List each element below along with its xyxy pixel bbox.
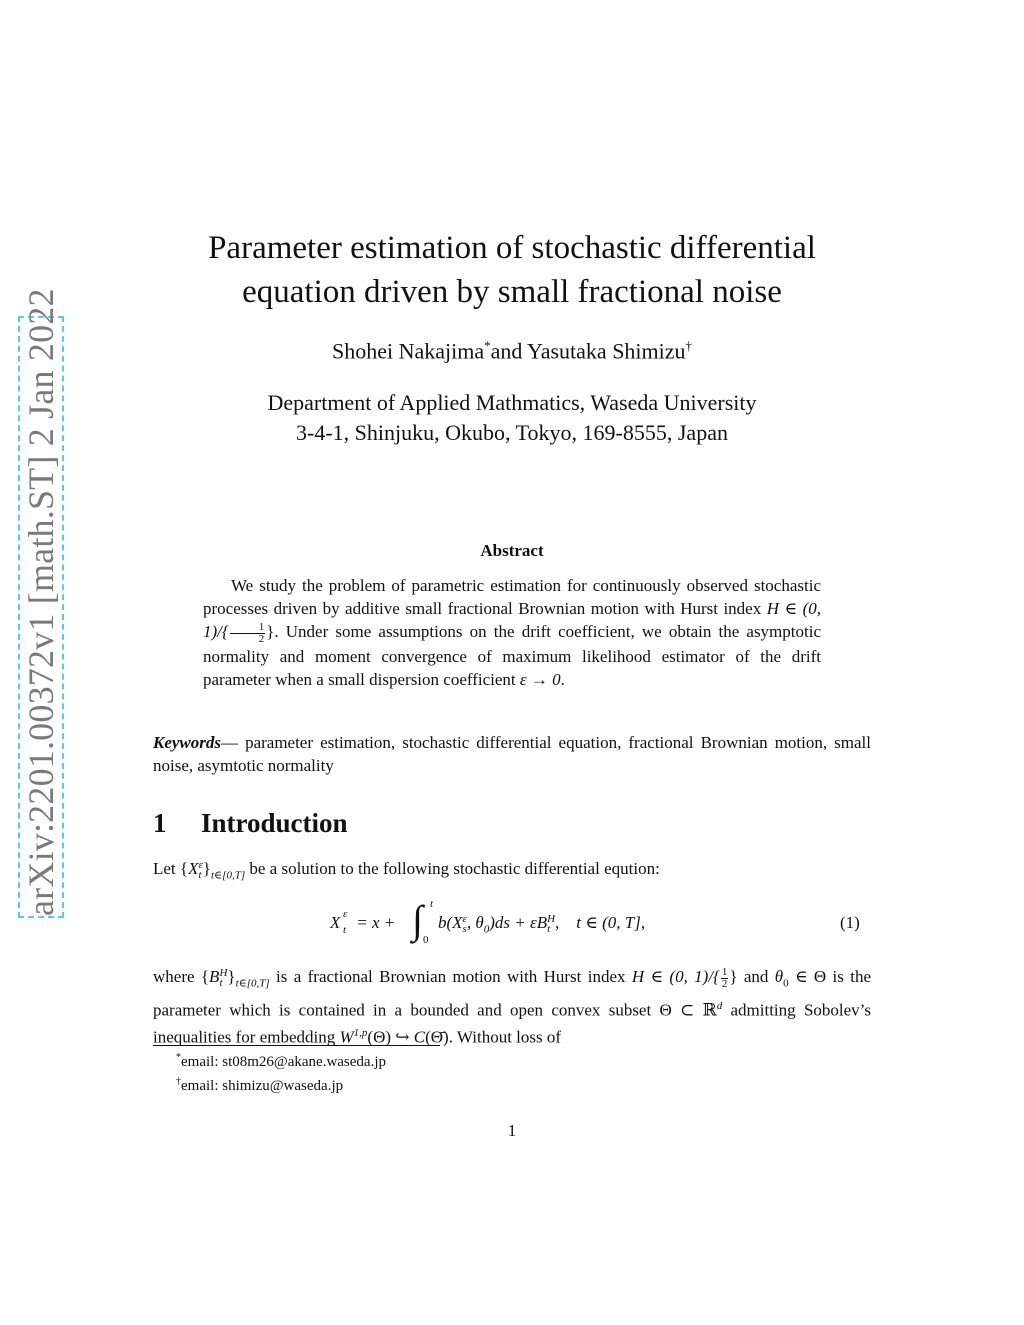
eq-theta-sub: 0	[483, 923, 490, 936]
intro-text: is a fractional Brownian motion with Hurst index	[269, 967, 632, 986]
math-hurst: H ∈ (0, 1)/{	[631, 967, 720, 986]
fraction-numerator: 1	[230, 622, 266, 634]
eq-x-sup: ε	[462, 913, 467, 926]
math-subscript: t	[198, 869, 202, 882]
eq-b-sub: t	[547, 923, 551, 936]
math-reals: ℝ	[702, 1001, 717, 1021]
math-superscript: ε	[198, 859, 203, 872]
title-line-2: equation driven by small fractional noise	[242, 274, 782, 310]
eq-b-scripts	[547, 914, 555, 934]
abstract-math-epsilon: ε → 0	[519, 669, 561, 689]
footnote-rule	[153, 1045, 440, 1046]
abstract-math-hurst: H ∈ (0, 1)/{	[203, 599, 821, 641]
math-symbol: X	[188, 859, 199, 878]
intro-paragraph-1	[153, 857, 871, 887]
math-superscript: H	[219, 967, 228, 980]
fraction-half	[721, 967, 729, 990]
abstract-fraction-half	[230, 622, 266, 645]
author-connector: and	[490, 338, 528, 364]
math-brace: }	[227, 967, 236, 986]
keywords-dash: —	[221, 733, 246, 752]
intro-text: where {	[153, 967, 210, 986]
arxiv-identifier: arXiv:2201.00372v1 [math.ST] 2 Jan 2022	[21, 288, 61, 916]
footnote-1	[176, 1048, 386, 1072]
intro-text: (Θ̄). Without loss of	[425, 1027, 562, 1047]
eq-tail: , t ∈ (0, T],	[555, 913, 646, 932]
fraction-numerator: 1	[721, 965, 728, 978]
affiliation-line-1: Department of Applied Mathmatics, Waseda University	[267, 390, 757, 415]
eq-lhs-sup: ε	[343, 908, 348, 920]
eq-lhs-sub: t	[343, 924, 347, 936]
page-number: 1	[507, 1121, 517, 1140]
eq-noise: )ds + εB	[489, 913, 548, 932]
integral-sign: ∫	[412, 897, 423, 942]
math-superscript: d	[716, 1000, 723, 1013]
keywords-text: parameter estimation, stochastic differential equation, fractional Brownian motion, small noise, asymtotic normality	[153, 733, 871, 775]
abstract-text-2: . Under some assumptions on the drift coefficient, we obtain the asymptotic normality and moment convergence of maximum likelihood estimator of the drift parameter when a small dispersion coefficient	[203, 622, 821, 689]
footnote-mark: †	[176, 1076, 181, 1087]
eq-equals: = x +	[352, 913, 400, 932]
math-brace: }	[202, 859, 211, 878]
eq-b-sup: H	[547, 913, 556, 926]
intro-text: be a solution to the following stochastic differential eqution:	[245, 859, 660, 878]
integral-lower: 0	[423, 934, 429, 946]
math-range-subscript: t∈[0,T]	[210, 869, 246, 882]
footnote-text: email: shimizu@waseda.jp	[181, 1078, 344, 1094]
paper-title	[150, 226, 874, 314]
math-continuous: C	[413, 1027, 426, 1047]
math-subscript: t	[219, 977, 223, 990]
eq-b: b(X	[438, 913, 463, 932]
section-heading	[153, 808, 348, 839]
math-range-subscript: t∈[0,T]	[235, 977, 270, 990]
abstract-heading: Abstract	[480, 541, 544, 560]
affiliation	[150, 388, 874, 448]
abstract-body	[203, 574, 821, 691]
footnote-2	[176, 1072, 386, 1096]
title-line-1: Parameter estimation of stochastic differential	[208, 230, 816, 266]
math-theta: θ	[774, 967, 784, 986]
eq-theta: , θ	[466, 913, 484, 932]
eq-lhs-x: X	[330, 913, 341, 932]
abstract-text-3: .	[560, 669, 565, 689]
eq-integrand	[438, 913, 645, 935]
eq-x-sub: s	[462, 923, 467, 936]
intro-text: admitting Sobolev’s inequalities for embedding	[153, 1001, 872, 1047]
intro-text: Let {	[153, 859, 189, 878]
keywords-label: Keywords	[153, 733, 221, 752]
integral-upper: t	[430, 898, 434, 910]
footnotes	[176, 1048, 386, 1096]
intro-text: and	[737, 967, 775, 986]
equation-number: (1)	[840, 913, 860, 932]
affiliation-line-2: 3-4-1, Shinjuku, Okubo, Tokyo, 169-8555, Japan	[296, 420, 728, 445]
author-1: Shohei Nakajima	[331, 338, 485, 364]
author-2: Yasutaka Shimizu	[527, 338, 686, 364]
equation-1	[330, 898, 730, 954]
section-number: 1	[153, 808, 167, 838]
keywords	[153, 731, 871, 777]
math-brace: }	[729, 967, 738, 986]
math-subscript: 0	[783, 977, 789, 990]
math-sobolev: W	[339, 1027, 354, 1047]
math-symbol: B	[209, 967, 220, 986]
author-2-footnote-mark: †	[685, 338, 693, 353]
author-list	[150, 338, 874, 364]
footnote-mark: *	[176, 1052, 181, 1063]
section-title: Introduction	[201, 808, 348, 838]
math-superscript: 1,p	[353, 1027, 368, 1040]
intro-text: ∈ Θ is the parameter which is contained in a bounded and open convex subset Θ ⊂	[153, 967, 872, 1021]
fraction-denominator: 2	[258, 632, 265, 645]
intro-paragraph-2	[153, 965, 871, 1049]
author-1-footnote-mark: *	[484, 338, 491, 353]
abstract-text-1: We study the problem of parametric estimation for continuously observed stochastic processes driven by additive small fractional Brownian motion with Hurst index	[203, 576, 821, 618]
fraction-denominator: 2	[721, 977, 728, 990]
intro-text: (Θ) ↪	[367, 1027, 414, 1047]
abstract-math-close: }	[266, 622, 275, 641]
footnote-text: email: st08m26@akane.waseda.jp	[181, 1054, 387, 1070]
